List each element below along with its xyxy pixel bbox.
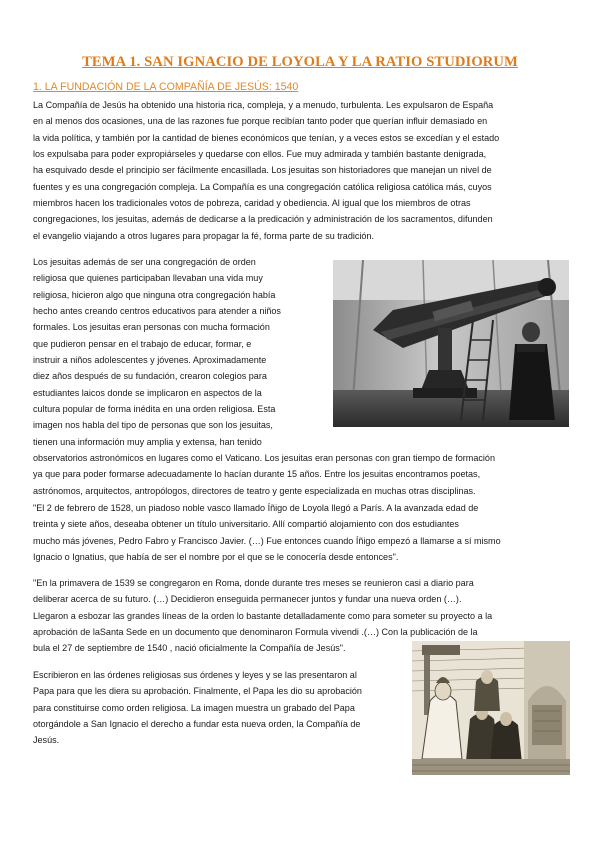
text-line: "El 2 de febrero de 1528, un piadoso noble vasco llamado Íñigo de Loyola llegó a París. A la avanzada edad de (33, 503, 479, 513)
text-line: Jesús. (33, 735, 60, 746)
text-line: hecho antes creando centros educativos para atender a niños (33, 306, 281, 317)
text-line: los expulsaba para poder expropiárseles y quedarse con ellos. Fue muy admirada y también bastante denigrada, (33, 149, 487, 160)
text-line: la vida política, y también por la cantidad de bienes económicos que tenían, y a veces estos se excedían y el estado (33, 132, 500, 143)
text-line: instruir a niños adolescentes y jóvenes. Aproximadamente (33, 355, 267, 366)
text-line: deliberar acerca de su futuro. (…) Decidieron enseguida permanecer juntos y fundar una nueva orden (…). (33, 594, 462, 605)
text-line: La Compañía de Jesús ha obtenido una historia rica, compleja, y a menudo, turbulenta. Les expulsaron de España (33, 100, 494, 110)
telescope-photo-drawing (333, 260, 569, 427)
text-line: congregaciones, los jesuitas, además de dedicarse a la predicación y administración de los sacramentos, difunden (33, 214, 493, 225)
text-line: tienen una información muy amplia y extensa, han tenido (33, 436, 262, 447)
text-line: el evangelio viajando a otros lugares para propagar la fé, forma parte de su tradición. (33, 230, 374, 241)
text-line: miembros hacen los tradicionales votos de pobreza, caridad y obediencia. Al igual que los miembros de otras (33, 198, 471, 209)
text-line: otorgándole a San Ignacio el derecho a fundar esta nueva orden, la Compañía de (33, 719, 361, 730)
text-line: Escribieron en las órdenes religiosas sus órdenes y leyes y se las presentaron al (33, 670, 357, 680)
text-line: religiosa, hicieron algo que ninguna otra congregación había (33, 289, 276, 300)
paragraph-quote-paris (33, 500, 501, 565)
text-line: religiosa que quienes participaban llevaban una vida muy (33, 273, 263, 284)
paragraph-approval (33, 667, 362, 749)
text-line: mucho más jóvenes, Pedro Fabro y Francisco Javier. (…) Fue entonces cuando Íñigo empezó a llamarse a sí mismo (33, 535, 501, 546)
document-title: TEMA 1. SAN IGNACIO DE LOYOLA Y LA RATIO STUDIORUM (82, 54, 518, 70)
text-line: "En la primavera de 1539 se congregaron en Roma, donde durante tres meses se reunieron casi a diario para (33, 578, 474, 588)
text-line: estudiantes laicos donde se implicaron en aspectos de la (33, 387, 262, 398)
text-line: Papa para que les diera su aprobación. Finalmente, el Papa les dio su aprobación (33, 686, 362, 697)
text-line: observatorios astronómicos en lugares como el Vaticano. Los jesuitas eran personas con gran tiempo de formación (33, 453, 495, 464)
text-line: que pudieron pensar en el trabajo de educar, formar, e (33, 338, 252, 349)
telescope-photo (333, 260, 569, 427)
text-line: para constituirse como orden religiosa. La imagen muestra un grabado del Papa (33, 702, 355, 713)
text-line: bula el 27 de septiembre de 1540 , nació oficialmente la Compañía de Jesús". (33, 643, 346, 654)
text-line: cultura popular de forma inédita en una orden religiosa. Esta (33, 404, 276, 415)
text-line: Llegaron a esbozar las grandes líneas de la orden lo bastante detalladamente como para someter su proyecto a la (33, 610, 493, 621)
text-line: formales. Los jesuitas eran personas con mucha formación (33, 322, 270, 333)
paragraph-history (33, 97, 499, 244)
text-line: astrónomos, arquitectos, antropólogos, directores de teatro y gente especializada en muchas otras disciplinas. (33, 485, 476, 496)
pope-engraving (412, 641, 570, 775)
section-heading: 1. LA FUNDACIÓN DE LA COMPAÑÍA DE JESÚS: 1540 (33, 81, 299, 93)
text-line: treinta y siete años, deseaba obtener un título universitario. Allí compartió alojamiento con dos estudiantes (33, 519, 459, 530)
text-line: Los jesuitas además de ser una congregación de orden (33, 257, 256, 267)
text-line: Ignacio o Ignatius, que había de ser el nombre por el que se le conocería desde entonces". (33, 552, 399, 563)
pope-engraving-drawing (412, 641, 570, 775)
text-line: aprobación de laSanta Sede en un documento que denominaron Formula vivendi .(…) Con la publicación de la (33, 627, 478, 638)
text-line: fuentes y es una congregación compleja. La Compañía es una congregación católica religiosa católica más, cuyos (33, 181, 492, 192)
text-line: imagen nos habla del tipo de personas que son los jesuitas, (33, 420, 273, 431)
text-line: en al menos dos ocasiones, una de las razones fue porque recibían tanto poder que querían influir demasiado en (33, 116, 488, 127)
text-line: diez años después de su fundación, crearon colegios para (33, 371, 267, 382)
text-line: ya que para poder formarse adecuadamente lo hacían durante 15 años. Entre los jesuitas encontramos poetas, (33, 469, 481, 480)
text-line: ha esquivado desde el principio ser fácilmente encasillada. Los jesuitas son historiadores que manejan un nivel de (33, 165, 492, 176)
